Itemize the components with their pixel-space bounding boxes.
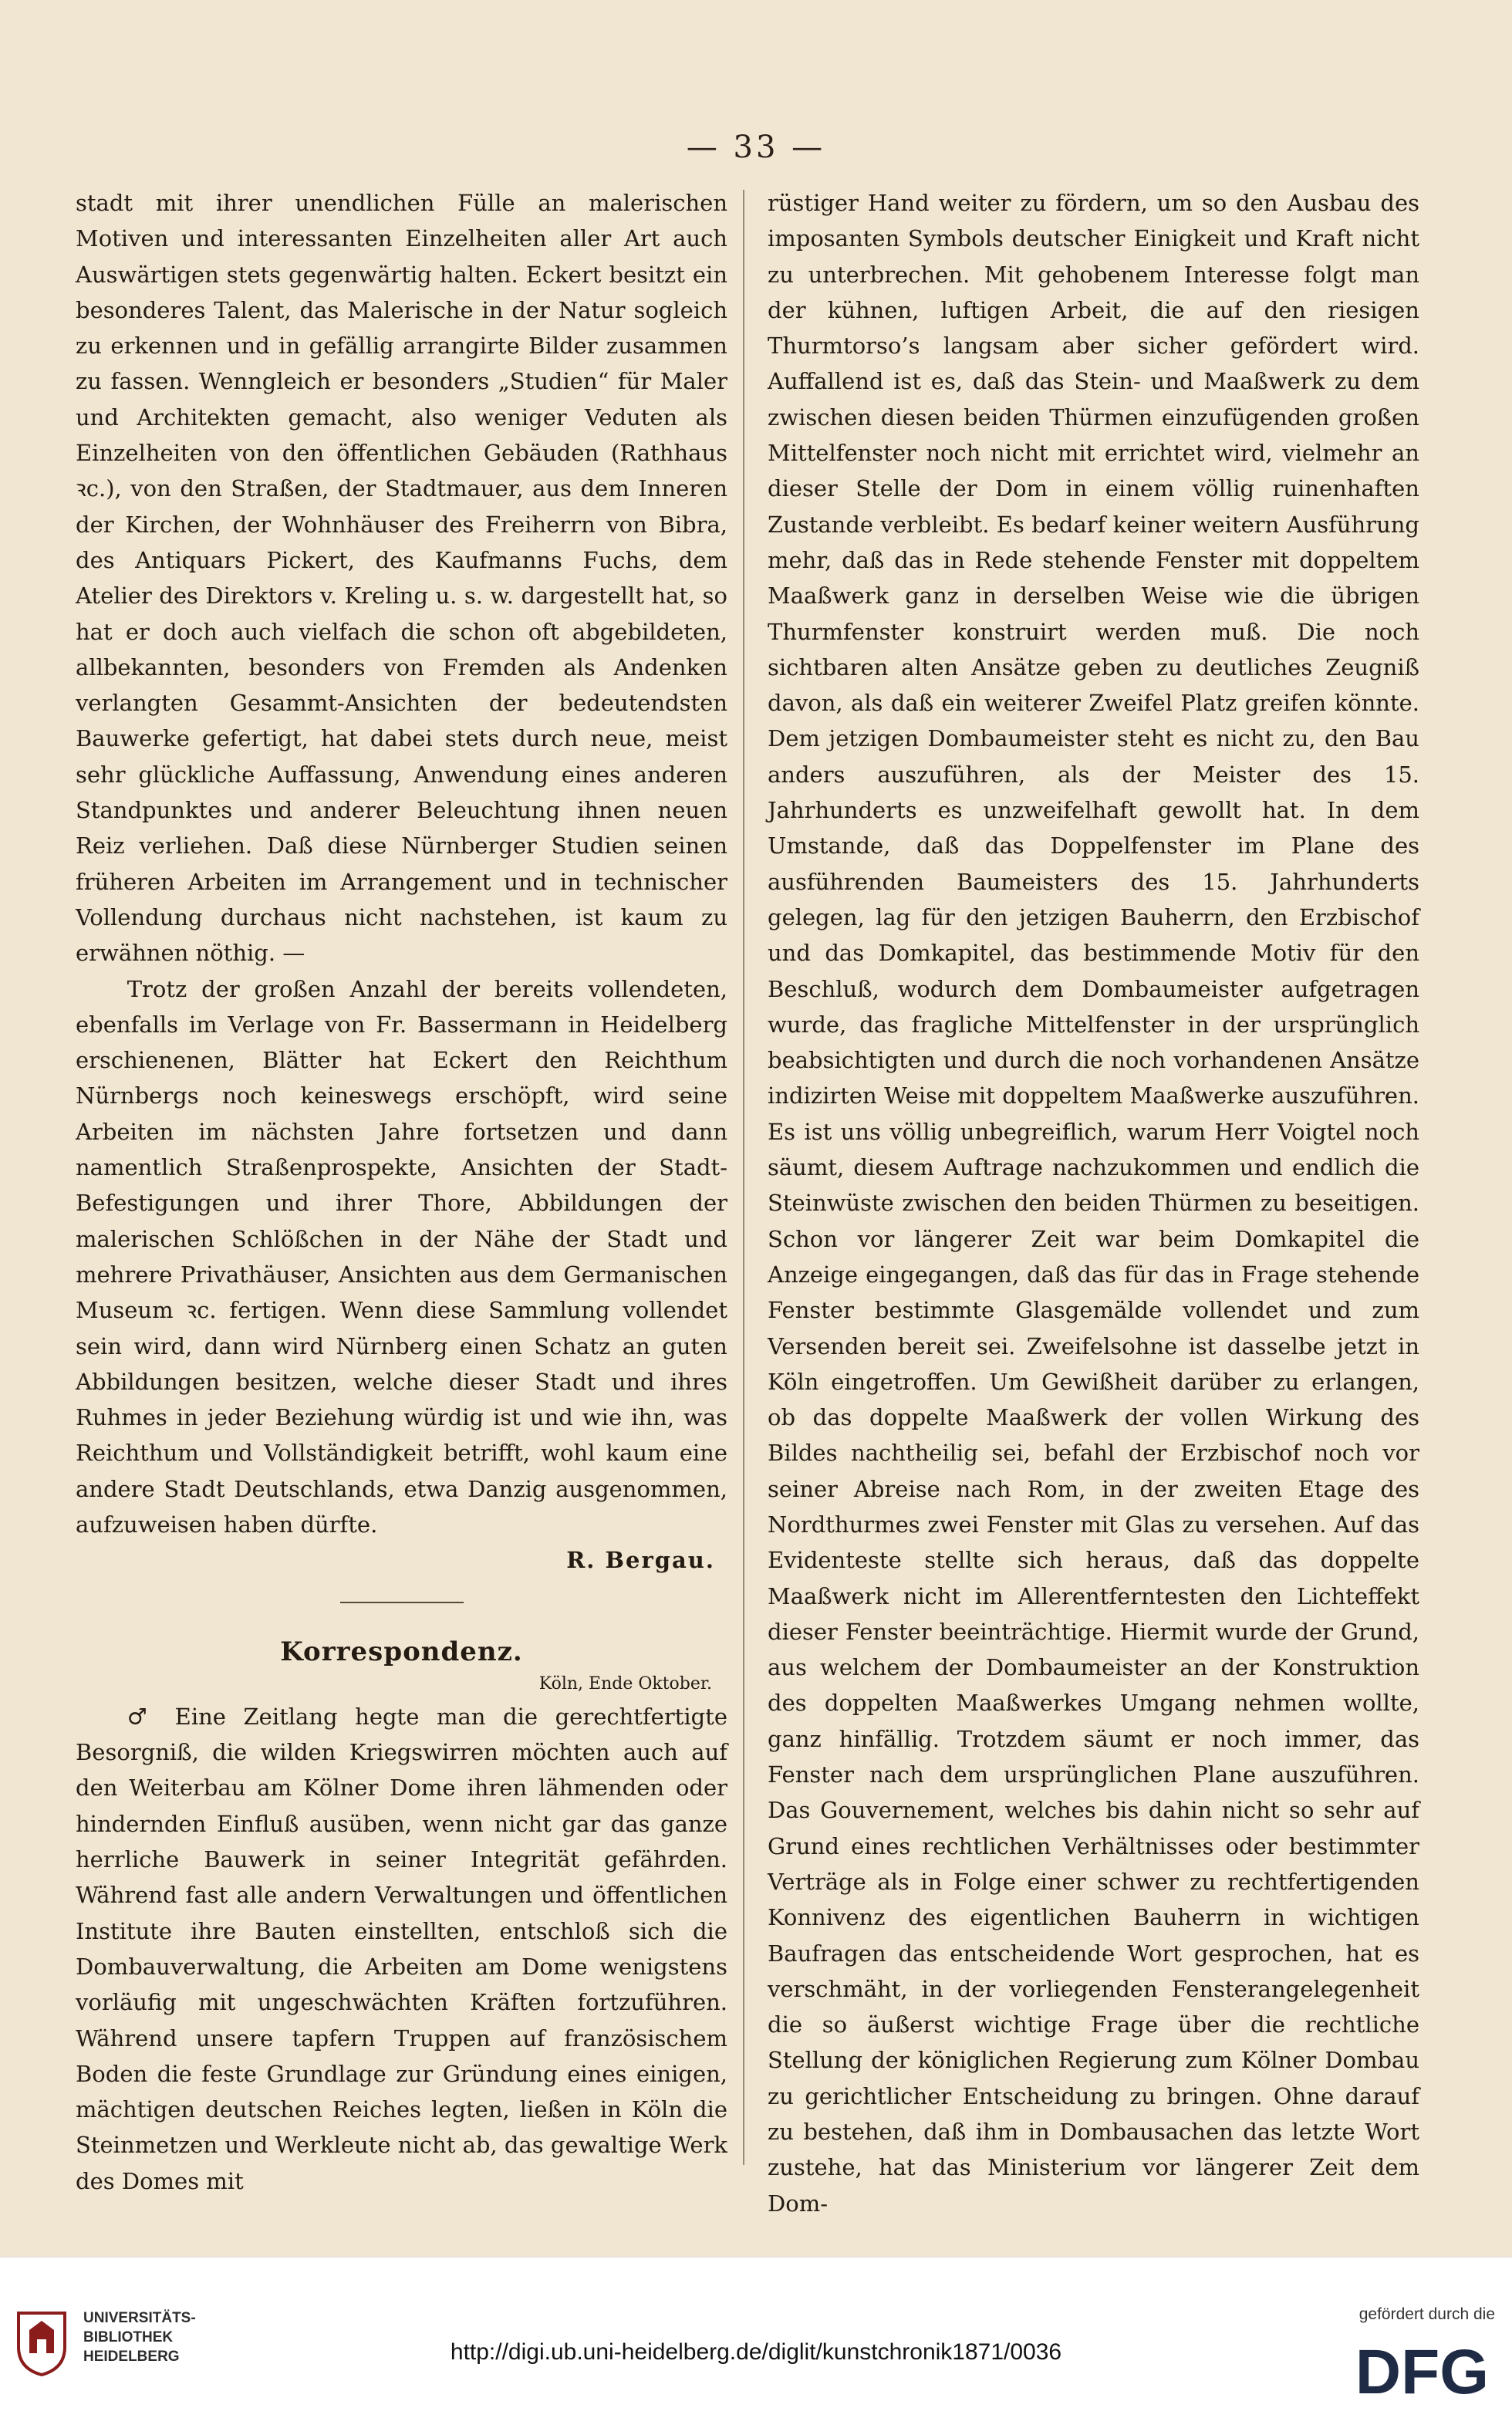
left-paragraph-2: Trotz der großen Anzahl der bereits vollendeten, ebenfalls im Verlage von Fr. Bassermann in Heidelberg erschienenen, Blätter hat Eckert den Reichthum Nürnbergs noch keineswegs erschöpft, wird seine Arbeiten im nächsten Jahre fortsetzen und dann namentlich Straßenprospekte, Ansichten der Stadt-Befestigungen und ihrer Thore, Abbildungen der malerischen Schlößchen in der Nähe der Stadt und mehrere Privathäuser, Ansichten aus dem Germanischen Museum ꝛc. fertigen. Wenn diese Sammlung vollendet sein wird, dann wird Nürnberg einen Schatz an guten Abbildungen besitzen, welche dieser Stadt und ihres Ruhmes in jeder Beziehung würdig ist und wie ihn, was Reichthum und Vollständigkeit betrifft, wohl kaum eine andere Stadt Deutschlands, etwa Danzig ausgenommen, aufzuweisen haben dürfte. — [76, 975, 727, 1538]
source-url-link[interactable]: http://digi.ub.uni-heidelberg.de/diglit/kunstchronik1871/0036 — [450, 2339, 1062, 2365]
university-line-1: UNIVERSITÄTS- — [83, 2310, 196, 2326]
right-paragraph-1: rüstiger Hand weiter zu fördern, um so den Ausbau des imposanten Symbols deutscher Einigkeit und Kraft nicht zu unterbrechen. Mit gehobenem Interesse folgt man der kühnen, luftigen Arbeit, die auf den riesigen Thurmtorso’s langsam aber sicher gefördert wird. Auffallend ist es, daß das Stein- und Maaßwerk zu dem zwischen diesen beiden Thürmen einzufügenden großen Mittelfenster noch nicht mit errichtet wird, vielmehr an dieser Stelle der Dom in einem völlig ruinenhaften Zustande verbleibt. Es bedarf keiner weitern Ausführung mehr, daß das in Rede stehende Fenster mit doppeltem Maaßwerk ganz in derselben Weise wie die übrigen Thurmfenster konstruirt werden muß. Die noch sichtbaren alten Ansätze geben zu deutliches Zeugniß davon, als daß ein weiterer Zweifel Platz greifen könnte. Dem jetzigen Dombaumeister steht es nicht zu, den Bau anders auszuführen, als der Meister des 15. Jahrhunderts es unzweifelhaft gewollt hat. In dem Umstande, daß das Doppelfenster im Plane des ausführenden Baumeisters des 15. Jahrhunderts gelegen, lag für den jetzigen Bauherrn, den Erzbischof und das Domkapitel, das bestimmende Motiv für den Beschluß, wodurch dem Dombaumeister aufgetragen wurde, das fragliche Mittelfenster in der ursprünglich beabsichtigten und durch die noch vorhandenen Ansätze indizirten Weise mit doppeltem Maaßwerke auszuführen. Es ist uns völlig unbegreiflich, warum Herr Voigtel noch säumt, diesem Auftrage nachzukommen und endlich die Steinwüste zwischen den beiden Thürmen zu beseitigen. Schon vor längerer Zeit war beim Domkapitel die Anzeige eingegangen, daß das für das in Frage stehende Fenster bestimmte Glasgemälde vollendet und zum Versenden bereit sei. Zweifelsohne ist dasselbe jetzt in Köln eingetroffen. Um Gewißheit darüber zu erlangen, ob das doppelte Maaßwerk der vollen Wirkung des Bildes nachtheilig sei, befahl der Erzbischof noch vor seiner Abreise nach Rom, in der zweiten Etage des Nordthurmes zwei Fenster mit Glas zu versehen. Auf das Evidenteste stellte sich heraus, daß das doppelte Maaßwerk nicht im Allerentferntesten den Lichteffekt dieser Fenster beeinträchtige. Hiermit wurde der Grund, aus welchem der Dombaumeister an der Konstruktion des doppelten Maaßwerkes Umgang nehmen wollte, ganz hinfällig. Trotzdem säumt er noch immer, das Fenster nach dem ursprünglichen Plane auszuführen. Das Gouvernement, welches bis dahin nicht so sehr auf Grund eines rechtlichen Verhältnisses oder bestimmter Verträge als in Folge einer schwer zu rechtfertigenden Konnivenz des eigentlichen Bauherrn in wichtigen Baufragen das entscheidende Wort gesprochen, hat es verschmäht, in der vorliegenden Fensterangelegenheit die so äußerst wichtige Frage über die rechtliche Stellung der königlichen Regierung zum Kölner Dombau zu gerichtlicher Entscheidung zu bringen. Ohne darauf zu bestehen, daß ihm in Dombausachen das letzte Wort zustehe, hat das Ministerium vor längerer Zeit dem Dom- — [768, 190, 1419, 2217]
university-line-3: HEIDELBERG — [83, 2349, 180, 2365]
left-paragraph-3: ♂ Eine Zeitlang hegte man die gerechtfertigte Besorgniß, die wilden Kriegswirren möchten auch auf den Weiterbau am Kölner Dome ihren lähmenden oder hindernden Einfluß ausüben, wenn nicht gar das ganze herrliche Bauwerk in seiner Integrität gefährden. Während fast alle andern Verwaltungen und öffentlichen Institute ihre Bauten einstellten, entschloß sich die Dombauverwaltung, die Arbeiten am Dome wenigstens vorläufig mit ungeschwächten Kräften fortzuführen. Während unsere tapfern Truppen auf französischem Boden die feste Grundlage zur Gründung eines einigen, mächtigen deutschen Reiches legten, ließen in Köln die Steinmetzen und Werkleute nicht ab, das gewaltige Werk des Domes mit — [76, 1703, 727, 2194]
university-line-2: BIBLIOTHEK — [83, 2329, 174, 2345]
funded-by-label: gefördert durch die — [1358, 2305, 1495, 2323]
column-divider — [743, 190, 744, 2165]
section-divider — [340, 1602, 464, 1603]
dateline: Köln, Ende Oktober. — [538, 1673, 712, 1694]
left-column — [76, 185, 727, 2199]
footer-bar — [0, 2257, 1512, 2418]
left-paragraph-1: stadt mit ihrer unendlichen Fülle an malerischen Motiven und interessanten Einzelheiten aller Art auch Auswärtigen stets gegenwärtig halten. Eckert besitzt ein besonderes Talent, das Malerische in der Natur sogleich zu erkennen und in gefällig arrangirte Bilder zusammen zu fassen. Wenngleich er besonders „Studien“ für Maler und Architekten gemacht, also weniger Veduten als Einzelheiten von den öffentlichen Gebäuden (Rathhaus ꝛc.), von den Straßen, der Stadtmauer, aus dem Inneren der Kirchen, der Wohnhäuser des Freiherrn von Bibra, des Antiquars Pickert, des Kaufmanns Fuchs, dem Atelier des Direktors v. Kreling u. s. w. dargestellt hat, so hat er doch auch vielfach die schon oft abgebildeten, allbekannten, besonders von Fremden als Andenken verlangten Gesammt-Ansichten der bedeutendsten Bauwerke gefertigt, hat dabei stets durch neue, meist sehr glückliche Auffassung, Anwendung eines anderen Standpunktes und anderer Beleuchtung ihnen neuen Reiz verliehen. Daß diese Nürnberger Studien seinen früheren Arbeiten im Arrangement und in technischer Vollendung durchaus nicht nachstehen, ist kaum zu erwähnen nöthig. — — [76, 190, 727, 967]
right-column — [768, 185, 1419, 2221]
dfg-logo-icon — [1338, 2333, 1492, 2403]
dfg-logo-text: DFG — [1355, 2337, 1489, 2403]
page-number: — 33 — — [686, 130, 826, 165]
author-signature: R. Bergau. — [566, 1547, 715, 1574]
section-title: Korrespondenz. — [280, 1636, 523, 1667]
